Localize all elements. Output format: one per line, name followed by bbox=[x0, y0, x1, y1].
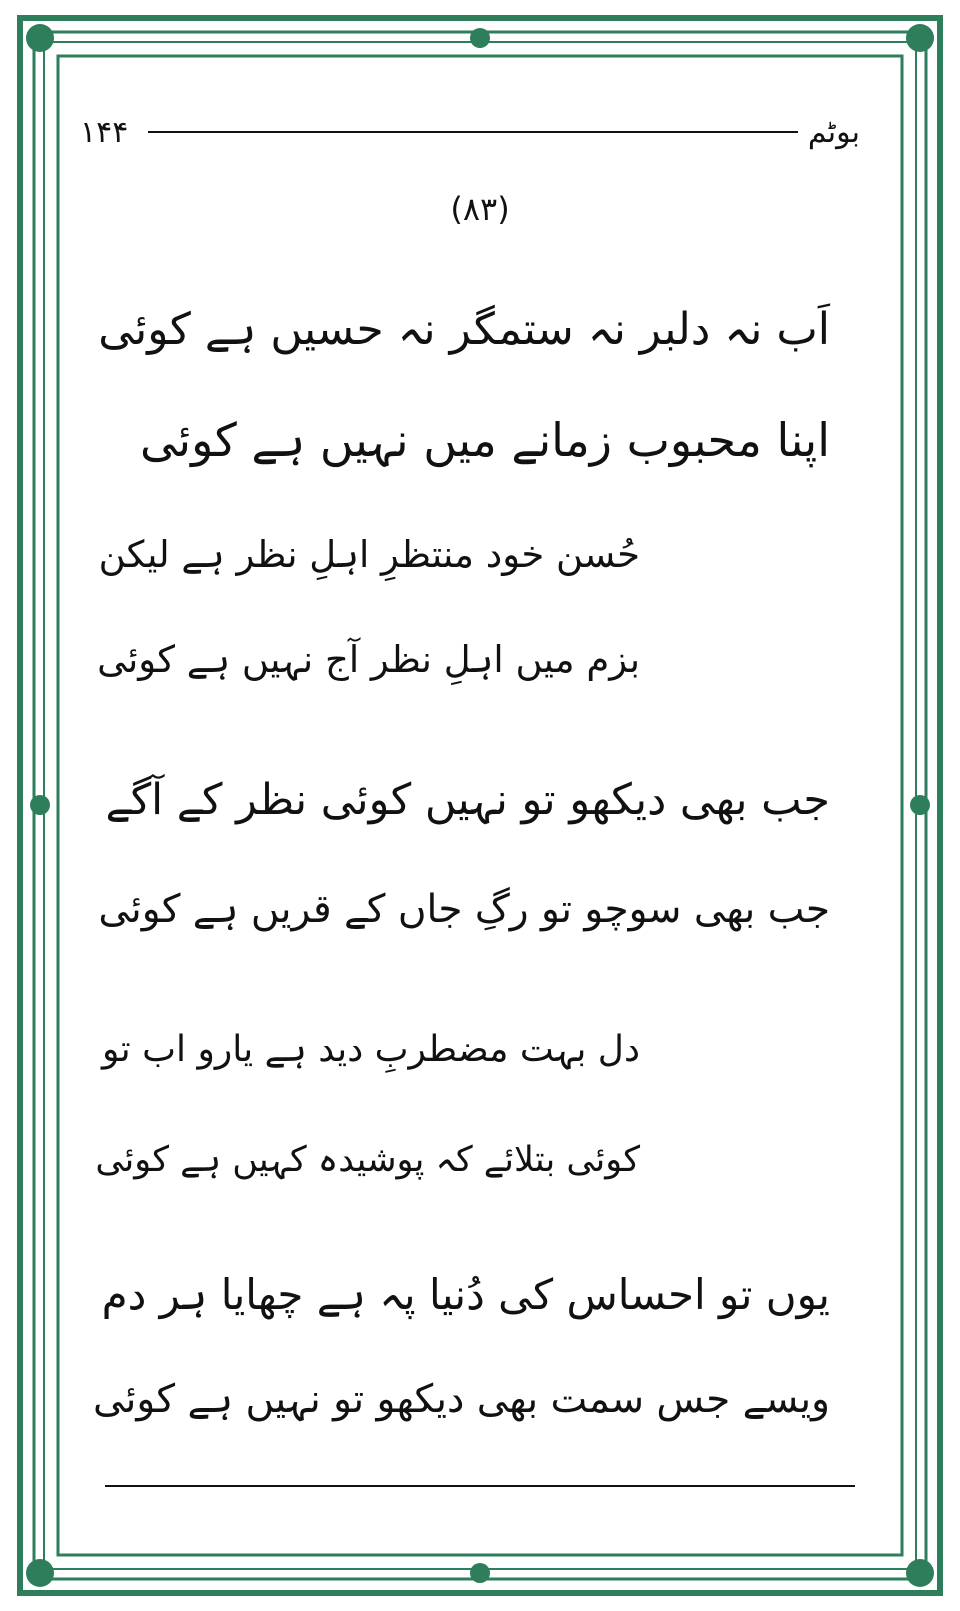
verse-line: ویسے جس سمت بھی دیکھو تو نہیں ہے کوئی bbox=[92, 1377, 830, 1422]
header-rule bbox=[148, 131, 797, 133]
verse-line: اپنا محبوب زمانے میں نہیں ہے کوئی bbox=[139, 413, 830, 467]
verse-line: اَب نہ دلبر نہ ستمگر نہ حسیں ہے کوئی bbox=[98, 304, 830, 355]
verse-line: بزم میں اہلِ نظر آج نہیں ہے کوئی bbox=[97, 638, 640, 681]
verse-line: یوں تو احساس کی دُنیا پہ ہے چھایا ہر دم bbox=[101, 1270, 830, 1319]
page-header bbox=[80, 112, 860, 152]
book-title: بوٹم bbox=[807, 114, 860, 150]
verse-line: کوئی بتلائے کہ پوشیدہ کہیں ہے کوئی bbox=[95, 1140, 640, 1180]
verse-line: حُسن خود منتظرِ اہلِ نظر ہے لیکن bbox=[98, 533, 640, 576]
poem-number: (۸۳) bbox=[450, 190, 510, 228]
verse-line: جب بھی دیکھو تو نہیں کوئی نظر کے آگے bbox=[105, 775, 830, 825]
page-number: ۱۴۴ bbox=[80, 114, 129, 150]
verse-line: جب بھی سوچو تو رگِ جاں کے قریں ہے کوئی bbox=[98, 887, 830, 932]
verse-line: دل بہت مضطربِ دید ہے یارو اب تو bbox=[102, 1029, 640, 1070]
bottom-rule bbox=[105, 1485, 855, 1487]
